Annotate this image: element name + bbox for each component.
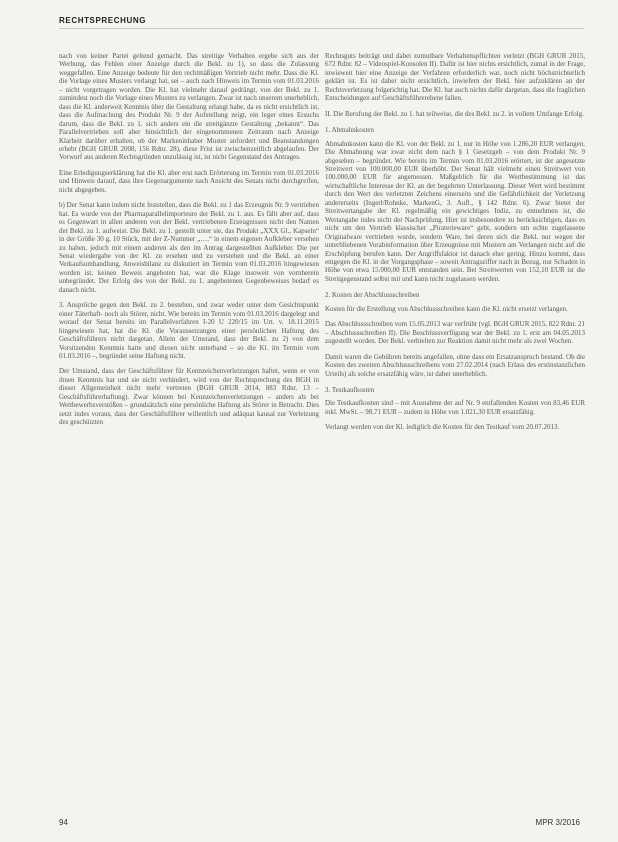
- section-heading: 1. Abmahnkosten: [325, 126, 374, 135]
- right-column: [325, 52, 585, 820]
- paragraph: 3. Ansprüche gegen den Bekl. zu 2. bestehen, und zwar weder unter dem Gesichtspunkt einer Täterhaft- noch als Störer, nicht. Wie bereits im Termin vom 01.03.2016 dargelegt und worauf der Senat bereits im Parallelverfahren I-20 U 220/15 im Urt. v. 18.11.2015 hingewiesen hat, hat die Kl. die Voraussetzungen einer persönlichen Haftung des Geschäftsführers nicht dargetan. Allein der Umstand, dass der Bekl. zu 2) von dem Vorsitzenden Kenntnis hatte und diesen nicht unterband – so die Kl. im Termin vom 01.03.2016 –, begründet seine Haftung nicht.: [59, 301, 319, 360]
- left-column: [59, 52, 319, 807]
- paragraph: Die Testkaufkosten sind – mit Ausnahme der auf Nr. 9 entfallenden Kosten von 83,46 EUR inkl. MwSt. – 98,71 EUR – zudem in Höhe von 1.021,30 EUR ersatzfähig.: [325, 399, 585, 416]
- paragraph: Verlangt werden von der Kl. lediglich die Kosten für den Testkauf vom 20.07.2013.: [325, 423, 560, 432]
- page-number: 94: [59, 818, 68, 827]
- paragraph: Kosten für die Erstellung von Abschlussschreiben kann die Kl. nicht ersetzt verlangen.: [325, 304, 568, 313]
- paragraph: Abmahnkosten kann die Kl. von der Bekl. zu 1. nur in Höhe von 1.286,20 EUR verlangen. Die Abmahnung war zwar nicht dem nach § 1 Gesetzgeb – von dem Produkt Nr. 9 abgesehen – begründet. Wie bereits im Termin vom 01.03.2016 erörtert, ist der angesetzte Streitwert von 100.000,00 EUR überhöht. Der Senat hält vielmehr einen Streitwert von 100.000,00 EUR für angemessen. Maßgeblich für die Wertbestimmung ist das wirtschaftliche Interesse der Kl. an der begehrten Unterlassung. Dieser Wert wird bestimmt durch den Wert des verletzten Zeichens einerseits und die Gefährlichkeit der Verletzung andererseits (Ingerl/Rohnke, MarkenG, 3. Aufl., § 142 Rdnr. 6). Zwar bietet der Streitwertangabe der Kl. regelmäßig ein gewichtiges Indiz, zu entnehmen ist, die Wertangabe indes nicht der Nachprüfung. Hier ist insbesondere zu berücksichtigen, dass es nicht um den Vertrieb klassischer „Piraterieware“ geht, sondern um echte zugelassene Originalware vertrieben wurde, sondern Ware, bei deren sich die Bekl. nur wegen der unterbliebenen Vorabinformation über Erzeugnisse mit Mustern am Verlangen nicht auf die Erschöpfung berufen kann. Der Angriffsfaktor ist danach eher gering. Hinzu kommt, dass entgegen die Kl. in der Vorgangsphase – soweit Antragsziffer nach in Bezug, nur Schaden in Höhe von etwa 15.000,00 EUR entstanden sein. Bei Streitwerten von 152,10 EUR ist die Streitgegenstand selbst mit und kann nicht zugelassen werden.: [325, 139, 585, 283]
- paragraph: Das Abschlussschreiben vom 15.05.2013 war verfrüht (vgl. BGH GRUR 2015, 822 Rdnr. 21 – Abschlussschreiben II). Die Beschlussverfügung war der Bekl. zu 1. erst am 04.05.2013 zugestellt worden. Der Bekl. verhielten zur Reaktion damit nicht mehr als zwei Wochen.: [325, 320, 585, 346]
- section-heading: 2. Kosten der Abschlussschreiben: [325, 291, 420, 300]
- paragraph: Damit waren die Gebühren bereits angefallen, ohne dass ein Ersatzanspruch bestand. Ob die Kosten des zweiten Abschlussschreibens vom 27.02.2014 (nach Erlass des erstinstanzlichen Urteils) als solche ersatzfähig wäre, ist daher unerheblich.: [325, 352, 585, 378]
- paragraph: nach von keiner Partei geltend gemacht. Das streitige Verhalten ergebe sich aus der Werbung, das Fehlen einer Anzeige durch die Bekl. zu 1), so dass die Zulassung weggefallen. Eine Anzeige bedeute für den rechtmäßigen Vertrieb nicht mehr. Dass die Kl. die Vorlage eines Musters verlangt hat, sei – auch nach Hinweis im Termin vom 01.03.2016 – nicht vorgetragen worden. Die Kl. hat vielmehr darauf gedrängt, von der Bekl. zu 1. zumindest noch die Vorlage eines Musters zu verlangen. Zwar ist nach unserem unerheblich, dass die Kl. anderweit Kenntnis über die Gestaltung erlangt habe, da es nicht ersichtlich ist, dass die Aufmachung des Produkt Nr. 9 der Aufstellung zeigt, ein leger eines Ersuchs darum, dass die Bekl. zu 1. sich anders ein die streitgänzte Gestaltung „bekannt“. Das Parallelvertrieben soll aber hinsichtlich der eingenommenen Zeitraum nach Anzeige Klarheit darüber erhalten, ob der Markeninhaber Muster anfordert und Beanstandungen erhebt (BGH GRUR 2008, 156 Rdnr. 28), diese Frist ist zwischenzeitlich abgelaufen. Der Vorwurf aus anderen Rechtsgründen unzulässig ist, ist nicht Gegenstand des Antrages.: [59, 52, 319, 162]
- section-heading: 3. Testkaufkosten: [325, 385, 375, 394]
- paragraph: Eine Erledigungserklärung hat die Kl. aber erst nach Erörterung im Termin vom 01.03.2016 und Hinweis darauf, dass ihre Gegenargumente nach Ansicht des Senats nicht durchgreifen, nicht abgegeben.: [59, 168, 319, 194]
- paragraph: Rechtsguts beiträgt und dabei zumutbare Verhaltenspflichten verletzt (BGH GRUR 2015, 672 Rdnr. 82 – Videospiel-Konsolen II). Dafür ist hier nichts ersichtlich, zumal in der Frage, inwieweit hier eine Anzeige der Verfahren erforderlich war, noch nicht höchstrichterlich geklärt ist. Es ist daher nicht ersichtlich, inwiefern der Bekl. hier aufzuklären an der Rechtsverletzung folgerichtig hat. Die Kl. hat auch nichts dafür dargetan, dass die fraglichen Entscheidungen auf Geschäftsführerebene fallen.: [325, 52, 585, 103]
- journal-citation: MPR 3/2016: [535, 818, 580, 827]
- paragraph: II. Die Berufung der Bekl. zu 1. hat teilweise, die des Bekl. zu 2. in vollem Umfange Erfolg.: [325, 109, 584, 118]
- section-header: RECHTSPRECHUNG: [59, 16, 147, 25]
- paragraph: Der Umstand, dass der Geschäftsführer für Kennzeichenverletzungen haftet, wenn er von ihnen Kenntnis hat und sie nicht verhindert, wird von der Rechtsprechung des BGH in dieser Allgemeinheit nicht mehr vertreten (BGH GRUR 2014, 883 Rdnr. 13 – Geschäftsführerhaftung). Zwar können bei Kennzeichenverletzungen – anders als bei Wettbewerbsverstößen – grundsätzlich eine persönliche Haftung als Störer in Betracht. Dies setzt indes voraus, dass der Geschäftsführer willentlich und adäquat kausal zur Verletzung des geschützten: [59, 367, 319, 427]
- header-divider: [59, 28, 584, 29]
- paragraph: b) Der Senat kann indem nicht feststellen, dass die Bekl. zu 1 das Erzeugnis Nr. 9 vertrieben hat. Es wurde von der Pharmaparallelimporteure der Bekl. zu 1. aus. Es fällt aber auf, dass es Gegenwart in allen anderen von der Bekl. vertriebenen Erzeugnissen nicht den Namen der Bekl. zu 1. aufweist. Die Bekl. zu 1. gestellt unter sie, das Produkt „XXX Gl., Kapseln“ in der Größe 30 g, 10 Stück, mit der Z-Nummer „….“ in einem eigenen Aufkleber versehen zu haben, jedoch mit einem anderen als den im Antrag dargestellten Aufkleber. Die per Senat wiedergabe von der Kl. zu ersehen und zu verstehen und die Bekl. an einer Verkaufsumhandlung, Anweisbilanz zu diskutiert im Termin vom 01.03.2016 hingewiesen worden ist, keinen Beweis angeboten hat, war die Klage insoweit von vornherein unbegründet. Der Erfolg des von der Bekl. zu 1. angebotenen Gegenbeweises bedarf es danach nicht.: [59, 201, 319, 294]
